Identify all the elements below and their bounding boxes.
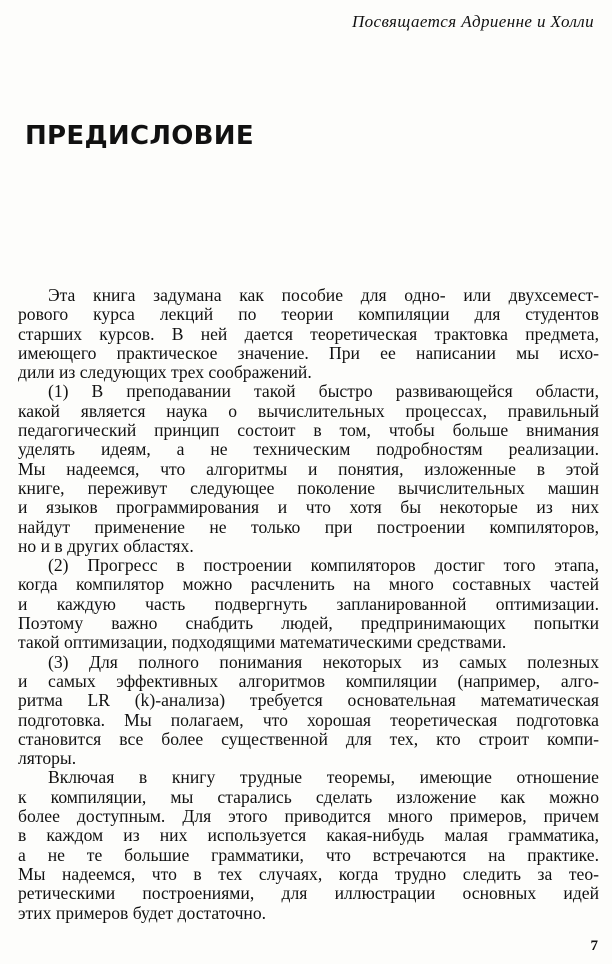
text-line: уделять идеям, а не техническим подробностям реализации. — [18, 439, 599, 460]
text-line: Эта книга задумана как пособие для одно- или двухсемест- — [48, 285, 599, 305]
text-line: (3) Для полного понимания некоторых из самых полезных — [48, 651, 599, 672]
text-line: к компиляции, мы старались сделать изложение как можно — [18, 786, 599, 807]
text-line: такой оптимизации, подходящими математическими средствами. — [18, 632, 507, 653]
text-line: имеющего практическое значение. При ее написании мы исхо- — [18, 342, 599, 363]
text-line: старших курсов. В ней дается теоретическая трактовка предмета, — [18, 323, 599, 344]
text-line: этих примеров будет достаточно. — [18, 902, 267, 923]
paragraph — [18, 768, 599, 922]
text-line: становится все более существенной для тех, кто строит компи- — [18, 728, 599, 749]
page-number: 7 — [590, 938, 598, 954]
text-line: книге, переживут следующее поколение вычислительных машин — [18, 477, 599, 498]
text-line: ретическими построениями, для иллюстрации основных идей — [18, 883, 599, 904]
text-line: и языков программирования и что хотя бы некоторые из них — [18, 497, 599, 518]
paragraph — [18, 653, 599, 769]
text-line: подготовка. Мы полагаем, что хорошая теоретическая подготовка — [18, 709, 599, 730]
text-line: рового курса лекций по теории компиляции для студентов — [18, 304, 599, 325]
text-line: педагогический принцип состоит в том, чтобы больше внимания — [18, 420, 599, 441]
text-line: (1) В преподавании такой быстро развивающейся области, — [48, 381, 599, 402]
text-line: более доступным. Для этого приводится много примеров, причем — [18, 806, 599, 827]
text-line: (2) Прогресс в построении компиляторов достиг того этапа, — [48, 555, 599, 576]
text-line: в каждом из них используется какая-нибудь малая грамматика, — [18, 825, 599, 846]
text-line: ляторы. — [18, 748, 77, 769]
text-line: когда компилятор можно расчленить на много составных частей — [18, 574, 599, 595]
text-line: Поэтому важно снабдить людей, предпринимающих попытки — [18, 613, 599, 634]
text-line: и самых эффективных алгоритмов компиляции (например, алго- — [18, 670, 599, 691]
text-line: Включая в книгу трудные теоремы, имеющие отношение — [48, 767, 599, 788]
paragraph — [18, 556, 599, 652]
text-line: дили из следующих трех соображений. — [18, 362, 312, 383]
text-line: Мы надеемся, что алгоритмы и понятия, изложенные в этой — [18, 458, 599, 479]
paragraph — [18, 286, 599, 382]
text-line: но и в других областях. — [18, 535, 194, 556]
text-line: и каждую часть подвергнуть запланированной оптимизации. — [18, 593, 599, 614]
text-line: какой является наука о вычислительных процессах, правильный — [18, 400, 599, 421]
dedication: Посвящается Адриенне и Холли — [351, 12, 594, 31]
text-line: а не те большие грамматики, что встречаются на практике. — [18, 844, 599, 865]
text-line: найдут применение не только при построении компиляторов, — [18, 516, 599, 537]
preface-body — [18, 286, 599, 923]
chapter-title: ПРЕДИСЛОВИЕ — [25, 121, 254, 151]
text-line: ритма LR (k)-анализа) требуется основательная математическая — [18, 690, 599, 711]
text-line: Мы надеемся, что в тех случаях, когда трудно следить за тео- — [18, 863, 599, 884]
paragraph — [18, 382, 599, 556]
